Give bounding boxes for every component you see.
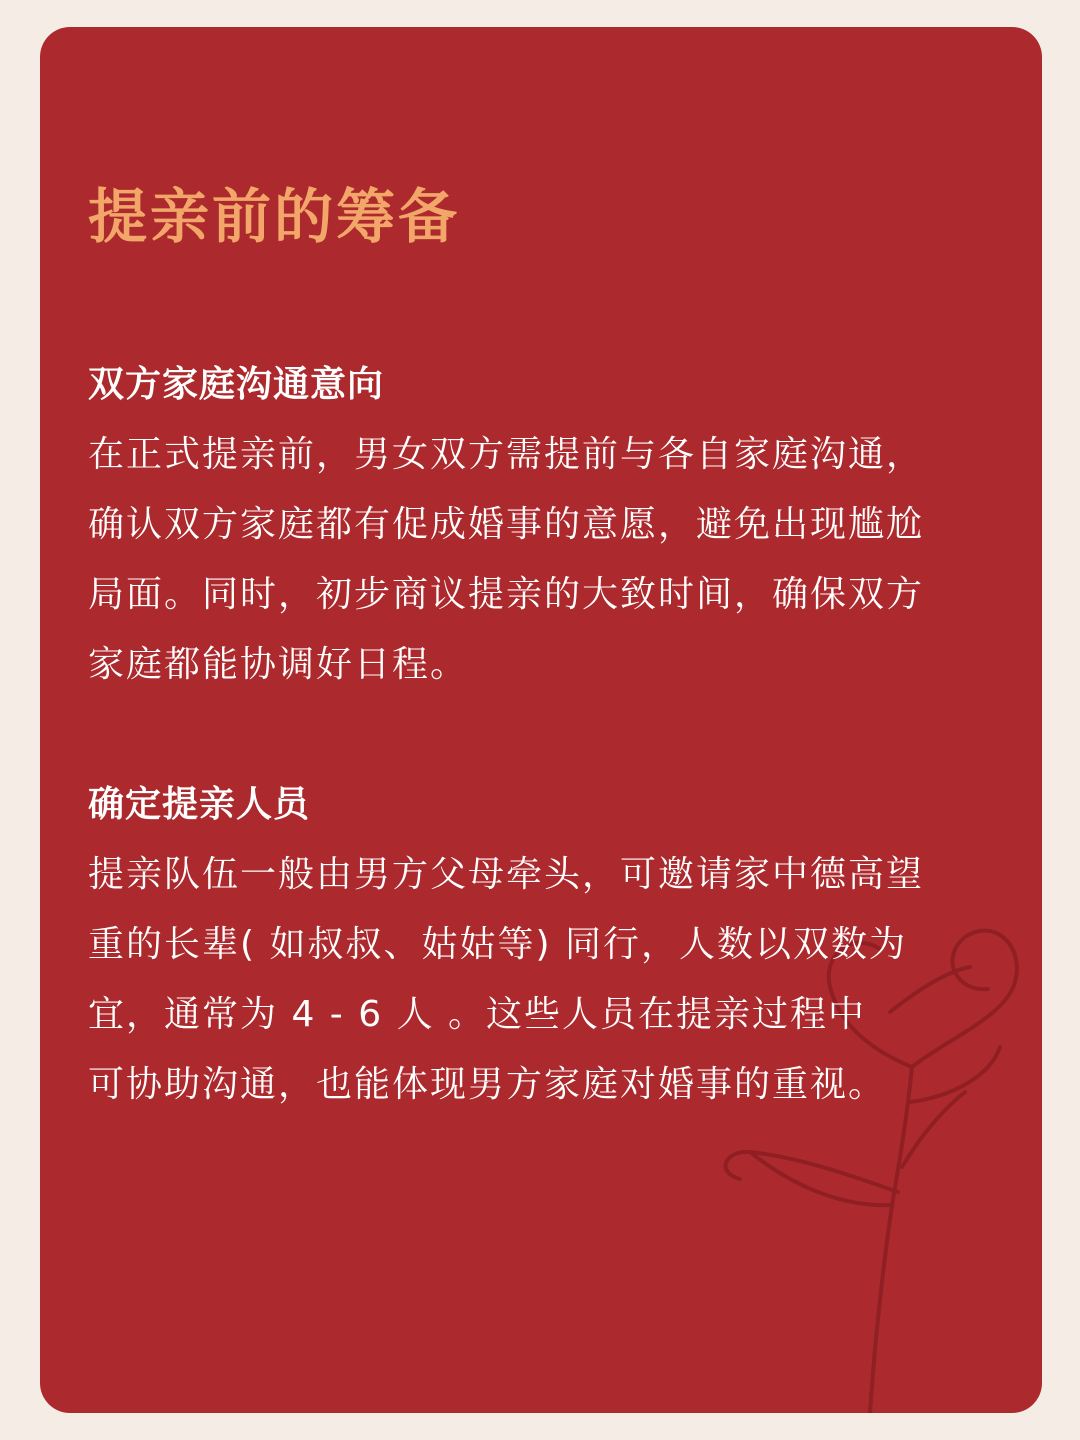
article-content xyxy=(88,177,1008,1120)
paragraph-line: 在正式提亲前，男女双方需提前与各自家庭沟通， xyxy=(88,434,925,475)
section-proposal-members xyxy=(88,770,1008,1120)
content-card xyxy=(40,27,1042,1413)
paragraph-line: 宜，通常为 4 - 6 人 。这些人员在提亲过程中 xyxy=(88,994,867,1035)
page-title: 提亲前的筹备 xyxy=(88,182,461,251)
section-family-communication xyxy=(88,350,1008,700)
section-heading: 确定提亲人员 xyxy=(88,784,311,825)
paragraph-line: 重的长辈( 如叔叔、姑姑等) 同行，人数以双数为 xyxy=(88,924,907,965)
paragraph-line: 确认双方家庭都有促成婚事的意愿，避免出现尴尬 xyxy=(88,504,925,545)
paragraph-line: 提亲队伍一般由男方父母牵头，可邀请家中德高望 xyxy=(88,854,925,895)
section-heading: 双方家庭沟通意向 xyxy=(88,364,385,405)
paragraph-line: 可协助沟通，也能体现男方家庭对婚事的重视。 xyxy=(88,1064,887,1105)
paragraph-line: 家庭都能协调好日程。 xyxy=(88,644,469,685)
paragraph-line: 局面。同时，初步商议提亲的大致时间，确保双方 xyxy=(88,574,925,615)
